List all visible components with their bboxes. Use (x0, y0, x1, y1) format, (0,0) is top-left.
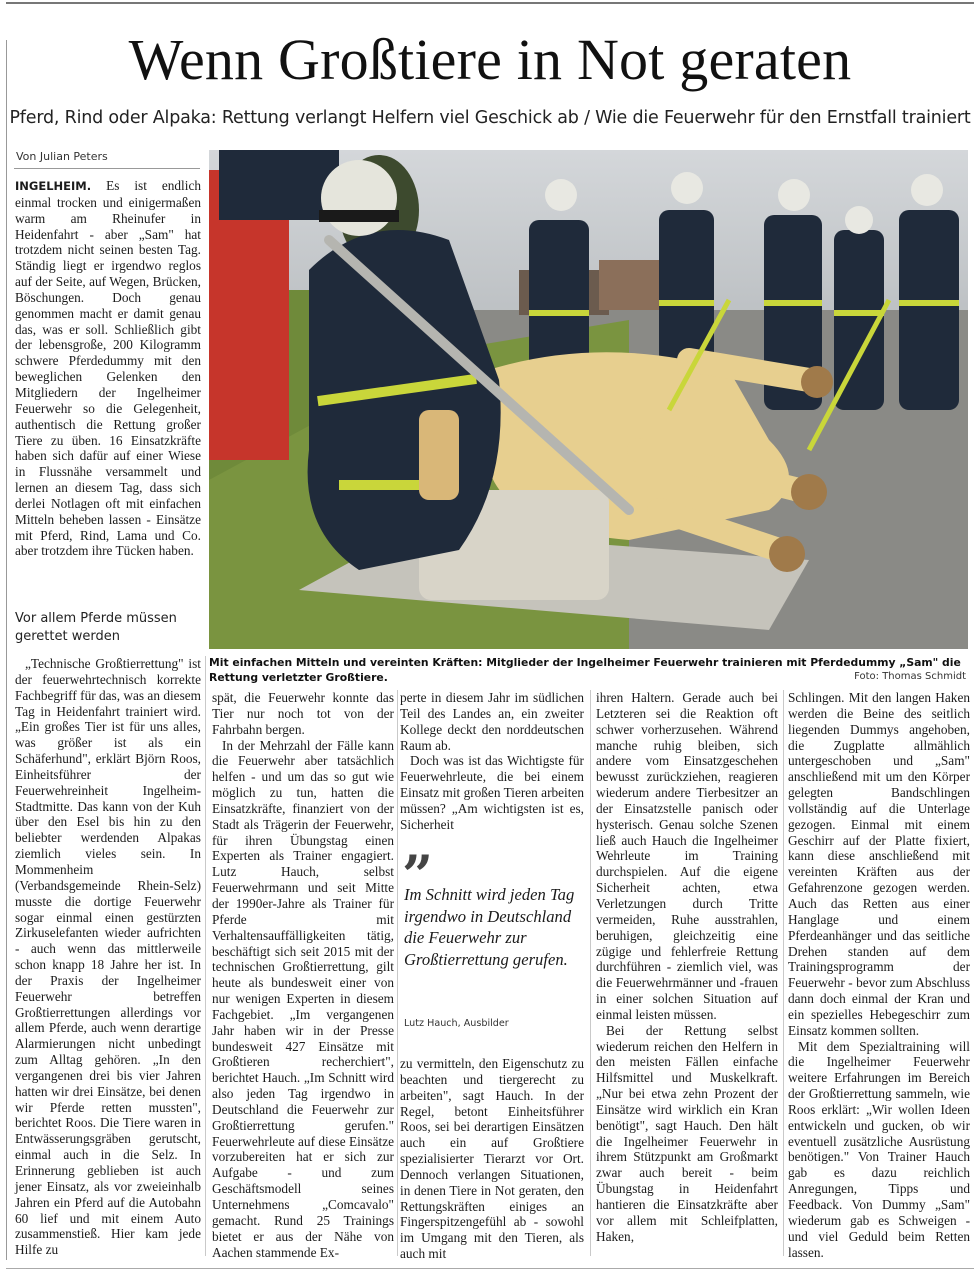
column-divider (783, 690, 784, 1256)
column-5 (788, 690, 970, 1260)
headline: Wenn Großtiere in Not geraten (128, 27, 852, 92)
column-divider (590, 690, 591, 1256)
paragraph: perte in diesem Jahr im südlichen Teil des Landes an, ein zweiter Kollege deckt den norddeutschen Raum ab. (400, 690, 584, 753)
article-photo (209, 150, 968, 649)
paragraph: spät, die Feuerwehr konnte das Tier nur noch tot von der Fahrbahn bergen. (212, 690, 394, 737)
dateline: INGELHEIM. (15, 179, 92, 193)
column-divider (205, 656, 206, 1256)
quote-mark-icon: ” (402, 843, 434, 907)
intro-column (15, 178, 201, 559)
column-1-body (15, 656, 201, 1258)
paragraph: ihren Haltern. Gerade auch bei Letzteren sei die Reaktion oft schwer vorherzusehen. Während manche ruhig bleiben, sich andere vom Einsatzgeschehen bewusst zurückziehen, reagieren wiederum andere Tierbesitzer an der Einsatzstelle panisch oder hysterisch. Genau solche Szenen ließ auch Hauch die Ingelheimer Wehrleute im Training durchspielen. Auf die eigene Sicherheit achten, etwa Verletzungen durch Tritte vermeiden, Ruhe ausstrahlen, beruhigen, gleichzeitig eine zügige und fehlerfreie Rettung durchführen - ziemlich viel, was die Feuerwehrmänner und -frauen in einer solchen Situation auf einmal leisten müssen. (596, 690, 778, 1022)
photo-credit: Foto: Thomas Schmidt (854, 671, 966, 682)
paragraph: Doch was ist das Wichtigste für Feuerwehrleute, die bei einem Einsatz mit großen Tieren arbeiten müssen? „Am wichtigsten ist es, Sicherheit (400, 753, 584, 832)
section-subheading: Vor allem Pferde müssen gerettet werden (15, 611, 177, 644)
pull-quote: Im Schnitt wird jeden Tag irgendwo in Deutschland die Feuerwehr zur Großtierrettung gerufen. (404, 885, 575, 969)
left-margin-rule (6, 40, 7, 1260)
column-3-top (400, 690, 584, 833)
pull-quote-author: Lutz Hauch, Ausbilder (404, 1018, 509, 1029)
subheadline: Pferd, Rind oder Alpaka: Rettung verlangt Helfern viel Geschick ab / Wie die Feuerwehr für den Ernstfall trainiert (9, 108, 971, 128)
byline-rule (14, 168, 200, 169)
byline: Von Julian Peters (16, 150, 108, 163)
paragraph: In der Mehrzahl der Fälle kann die Feuerwehr aber tatsächlich helfen - und um das so gut wie möglich zu tun, hatten die Einsatzkräfte, finanziert von der Stadt als Trägerin der Feuerwehr, für ihren Übungstag einen Experten als Trainer engagiert. Lutz Hauch, selbst Feuerwehrmann und seit Mitte der 1990er-Jahre als Trainer für Pferde mit Verhaltensauffälligkeiten tätig, beschäftigt sich seit 2015 mit der technischen Großtierrettung, gilt heute als bundesweit einer von nur wenigen Experten in diesem Fachgebiet. „Im vergangenen Jahr haben wir in der Presse bundesweit 427 Einsätze mit Großtieren recherchiert", berichtet Hauch. „Im Schnitt wird also jeden Tag irgendwo in Deutschland die Feuerwehr zur Großtierrettung gerufen." Feuerwehrleute auf diese Einsätze vorzubereiten hat er sich zur Aufgabe - und zum Geschäftsmodell seines Unternehmens „Comcavalo" gemacht. Rund 25 Trainings bietet er aus der Nähe von Aachen stammende Ex- (212, 737, 395, 1260)
paragraph: zu vermitteln, den Eigenschutz zu beachten und tiergerecht zu arbeiten", sagt Hauch. In der Regel, betont Einheitsführer Roos, sei bei derartigen Einsätzen auch ein auf Großtiere spezialisierter Tierarzt vor Ort. Dennoch verlangen Situationen, in denen Tiere in Not geraten, den Rettungskräften einiges an Fingerspitzengefühl ab - sowohl im Umgang mit den Tieren, als auch mit (400, 1056, 584, 1262)
column-2 (212, 690, 394, 1260)
top-rule (6, 2, 974, 4)
column-divider (397, 690, 398, 1256)
paragraph: Mit dem Spezialtraining will die Ingelheimer Feuerwehr weitere Erfahrungen im Bereich der Großtierrettung sammeln, wie Roos erklärt: „Wir wollen Ideen entwickeln und gucken, ob wir eventuell zusätzliche Ausrüstung benötigen." Von Trainer Hauch gab es dazu reichlich Anregungen, Tipps und Feedback. Von Dummy „Sam" wiederum gab es Schweigen - und viel Geduld beim Retten lassen. (788, 1038, 970, 1260)
photo-caption: Mit einfachen Mitteln und vereinten Kräften: Mitglieder der Ingelheimer Feuerwehr trainieren mit Pferdedummy „Sam" die Rettung verletzter Großtiere. (209, 656, 961, 684)
photo-illustration (209, 150, 968, 649)
bottom-rule (6, 1268, 974, 1269)
paragraph: Schlingen. Mit den langen Haken werden die Beine des seitlich liegenden Dummys angehoben, die Zugplatte allmählich untergeschoben und „Sam" anschließend mit um den Körper gelegten Bandschlingen vollständig auf die Unterlage gezogen. Einmal mit einem Geschirr auf der Platte fixiert, kann diese anschließend mit vereinten Kräften aus der Gefahrenzone gezogen werden. Auch das Retten aus einer Hanglage und einem Pferdeanhänger und das seitliche Drehen standen auf dem Trainingsprogramm der Feuerwehr - bevor zum Abschluss dann doch einmal der Kran und ein spezielles Hebegeschirr zum Einsatz kommen sollten. (788, 690, 970, 1038)
column-4 (596, 690, 778, 1245)
column-3-bottom (400, 1056, 584, 1262)
paragraph: „Technische Großtierrettung" ist der feuerwehrtechnisch korrekte Fachbegriff für das, was an diesem Tag in Heidenfahrt trainiert wird. „Ein großes Tier ist für uns alles, was größer ist als ein Schäferhund", erklärt Björn Roos, Einheitsführer der Feuerwehreinheit Ingelheim-Stadtmitte. Das kann von der Kuh über den Esel bis hin zu den beliebter werdenden Alpakas ziemlich vieles sein. In Mommenheim (Verbandsgemeinde Rhein-Selz) musste die dortige Feuerwehr sogar einmal einen gestürzten Zirkuselefanten wieder aufrichten - auch wenn das mittlerweile schon knapp 18 Jahre her ist. In der Praxis der Ingelheimer Feuerwehr betreffen Großtierrettungen allerdings vor allem Pferde, auch wenn derartige Alarmierungen nicht unbedingt zum Alltag gehören. „In den vergangenen drei bis vier Jahren hatten wir drei Einsätze, bei denen wir Pferde retten mussten", berichtet Roos. Die Tiere waren in Entwässerungsgräben gerutscht, einmal auch in die Selz. In Erinnerung geblieben ist auch jener Einsatz, als vor zweieinhalb Jahren ein Pferd auf die Autobahn 60 lief und mit einem Auto zusammenstieß. Hier kam jede Hilfe zu (15, 656, 201, 1258)
paragraph: Bei der Rettung selbst wiederum reichen den Helfern in den meisten Fällen einfache Hilfsmittel und Muskelkraft. „Nur bei etwa zehn Prozent der Einsätze wird wirklich ein Kran benötigt", sagt Hauch. Den hält die Ingelheimer Feuerwehr in ihrem Stützpunkt am Großmarkt zwar auch bereit - beim Übungstag in Heidenfahrt hantieren die Einsatzkräfte aber vor allem mit Schleifplatten, Haken, (596, 1022, 778, 1244)
intro-text: Es ist endlich einmal trocken und einigermaßen warm am Rheinufer in Heidenfahrt - aber „Sam" hat trotzdem nicht seinen besten Tag. Ständig liegt er irgendwo reglos auf der Seite, auf Wegen, Brücken, Böschungen. Doch genau genommen macht er damit genau das, was er soll. Schließlich gibt der lebensgroße, 200 Kilogramm schwere Pferdedummy mit den beweglichen Gelenken den Mitgliedern der Ingelheimer Feuerwehr so die Gelegenheit, authentisch die Rettung großer Tiere zu üben. 16 Einsatzkräfte haben sich dafür auf einer Wiese in Flussnähe versammelt und lernen an diesem Tag, dass sich derlei Notlagen oft mit einfachen Mitteln beheben lassen - Einsätze mit Pferd, Rind, Lama und Co. aber trotzdem ihre Tücken haben. (15, 178, 201, 559)
